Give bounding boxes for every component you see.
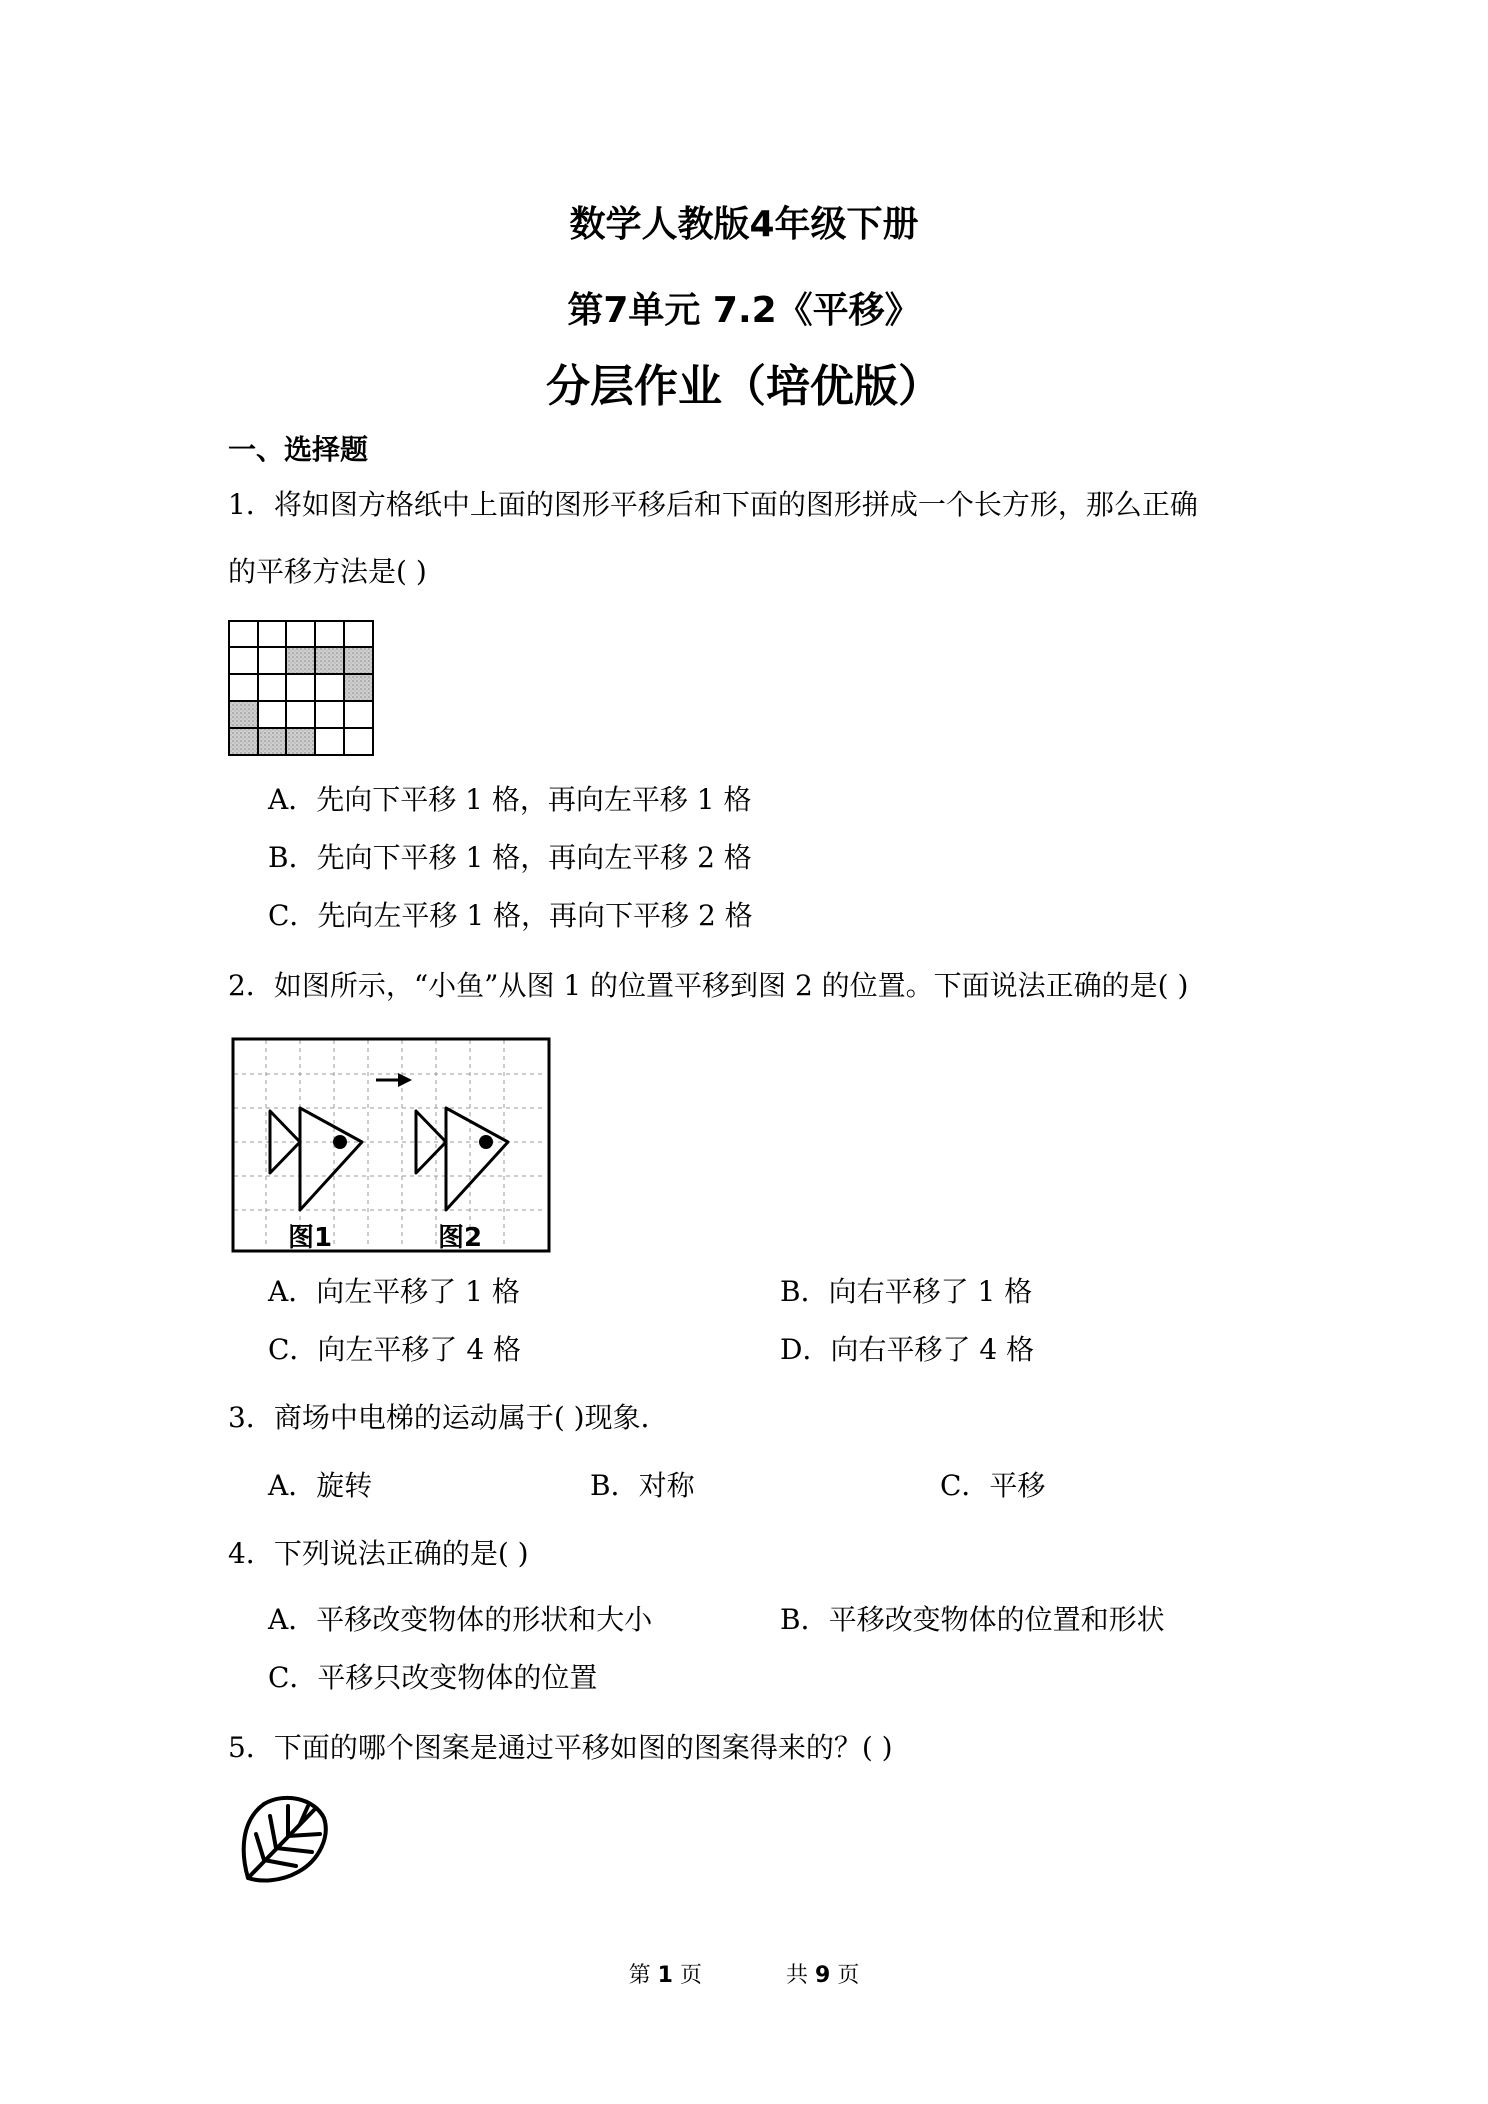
question-2-option-c: C．向左平移了 4 格 xyxy=(268,1333,522,1366)
question-5-leaf-icon xyxy=(236,1790,332,1886)
section-heading: 一、选择题 xyxy=(228,433,369,466)
question-5-stem: 5．下面的哪个图案是通过平移如图的图案得来的？( ) xyxy=(228,1731,893,1764)
footer-total-prefix: 共 xyxy=(786,1963,809,1988)
footer-page-number: 1 xyxy=(657,1963,673,1988)
question-3-option-c: C．平移 xyxy=(940,1469,1046,1502)
question-3-stem: 3．商场中电梯的运动属于( )现象． xyxy=(228,1401,669,1434)
footer-page-suffix: 页 xyxy=(679,1963,702,1988)
question-2-fish-figure xyxy=(230,1036,552,1254)
question-2-stem: 2．如图所示，“小鱼”从图 1 的位置平移到图 2 的位置。下面说法正确的是( ) xyxy=(228,969,1189,1002)
question-4-option-b: B．平移改变物体的位置和形状 xyxy=(780,1603,1165,1636)
question-2-option-d: D．向右平移了 4 格 xyxy=(780,1333,1035,1366)
doc-subtitle: 第7单元 7.2《平移》 xyxy=(567,290,921,331)
question-3-option-b: B．对称 xyxy=(590,1469,695,1502)
doc-heading: 分层作业（培优版） xyxy=(546,361,942,412)
footer-total-number: 9 xyxy=(815,1963,831,1988)
question-1-grid-figure xyxy=(228,620,374,756)
question-4-option-a: A．平移改变物体的形状和大小 xyxy=(268,1603,653,1636)
question-3-option-a: A．旋转 xyxy=(268,1469,373,1502)
question-4-option-c: C．平移只改变物体的位置 xyxy=(268,1661,598,1694)
question-1-option-c: C．先向左平移 1 格，再向下平移 2 格 xyxy=(268,899,753,932)
footer-page-prefix: 第 xyxy=(628,1963,651,1988)
question-2-option-a: A．向左平移了 1 格 xyxy=(268,1275,520,1308)
question-1-option-a: A．先向下平移 1 格，再向左平移 1 格 xyxy=(268,783,752,816)
question-2-option-b: B．向右平移了 1 格 xyxy=(780,1275,1033,1308)
page-footer xyxy=(0,1958,1488,1989)
question-4-stem: 4．下列说法正确的是( ) xyxy=(228,1537,529,1570)
footer-total-suffix: 页 xyxy=(837,1963,860,1988)
question-1-stem-line1: 1．将如图方格纸中上面的图形平移后和下面的图形拼成一个长方形，那么正确 xyxy=(228,488,1198,521)
question-1-option-b: B．先向下平移 1 格，再向左平移 2 格 xyxy=(268,841,752,874)
figure-label-1: 图1 xyxy=(288,1223,333,1253)
figure-label-2: 图2 xyxy=(438,1223,483,1253)
doc-title: 数学人教版4年级下册 xyxy=(569,204,919,245)
question-1-stem-line2: 的平移方法是( ) xyxy=(228,555,427,588)
